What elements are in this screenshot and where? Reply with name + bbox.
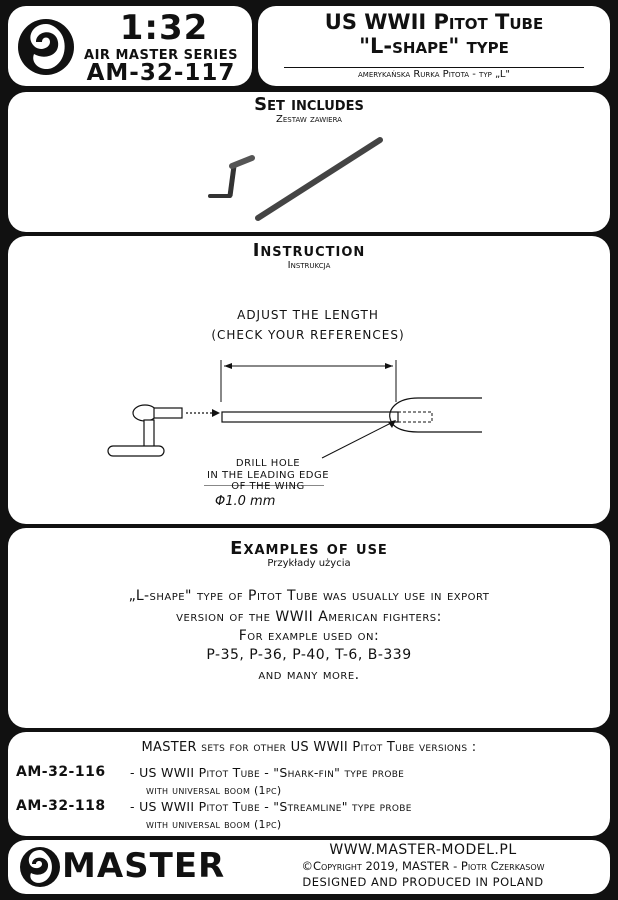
scale-label: 1:32 [119,8,209,48]
product-subtitle: amerykańska Rurka Pitota - typ „L" [358,69,510,80]
of-wing-label: OF THE WING [231,481,305,492]
examples-title: Examples of use [230,538,388,559]
set-includes-subtitle: Zestaw zawiera [276,114,342,125]
other-set-desc1-2: - US WWII Pitot Tube - "Streamline" type probe [130,799,412,814]
other-set-code-2: AM-32-118 [16,798,106,814]
product-code: AM-32-117 [86,60,236,86]
drill-pointer [322,422,393,458]
examples-panel [8,528,610,728]
other-set-desc1-1: - US WWII Pitot Tube - "Shark-fin" type probe [130,765,405,780]
boom-tube-part [258,140,380,218]
footer-produced: DESIGNED AND PRODUCED IN POLAND [302,875,544,889]
drill-hole-label: DRILL HOLE [235,458,301,469]
examples-line-5: and many more. [258,667,360,683]
footer-url: WWW.MASTER-MODEL.PL [329,842,517,858]
examples-subtitle: Przykłady użycia [267,558,351,569]
examples-line-3: For example used on: [238,628,380,644]
pitot-head-part [210,158,252,196]
examples-line-2: version of the WWII American fighters: [176,609,442,625]
master-logo-icon [18,844,62,890]
master-swirl-icon [16,12,76,82]
parts-illustration [188,132,408,232]
footer-brand: MASTER [62,846,226,886]
pitot-head [108,405,182,456]
set-includes-title: Set includes [254,94,364,115]
product-title-line2: "L-shape" type [359,34,509,58]
adjust-length-label: ADJUST THE LENGTH [237,308,379,322]
check-references-label: (CHECK YOUR REFERENCES) [211,328,405,342]
diameter-label: Φ1.0 mm [215,494,276,509]
other-set-desc2-1: with universal boom (1pc) [146,784,282,797]
title-divider [284,67,584,68]
other-set-code-1: AM-32-116 [16,764,106,780]
title-panel [258,6,610,86]
other-set-desc2-2: with universal boom (1pc) [146,818,282,831]
other-sets-intro: MASTER sets for other US WWII Pitot Tube versions : [141,740,477,755]
series-label: AIR MASTER SERIES [84,48,238,63]
examples-line-4: P-35, P-36, P-40, T-6, B-339 [206,647,412,663]
leading-edge-label: IN THE LEADING EDGE [206,470,330,481]
instruction-subtitle: Instrukcja [287,260,331,271]
instruction-title: Instruction [252,240,366,261]
set-includes-panel [8,92,610,232]
instruction-panel [8,236,610,524]
wing-leading-edge [390,398,482,432]
logo-panel [8,6,252,86]
examples-line-1: „L-shape" type of Pitot Tube was usually use in export [128,588,490,604]
boom-tube [222,412,398,422]
product-title-line1: US WWII Pitot Tube [324,10,544,34]
footer-copyright: ©Copyright 2019, MASTER - Piotr Czerkasow [301,859,545,873]
footer-panel [8,840,610,894]
other-sets-panel [8,732,610,836]
